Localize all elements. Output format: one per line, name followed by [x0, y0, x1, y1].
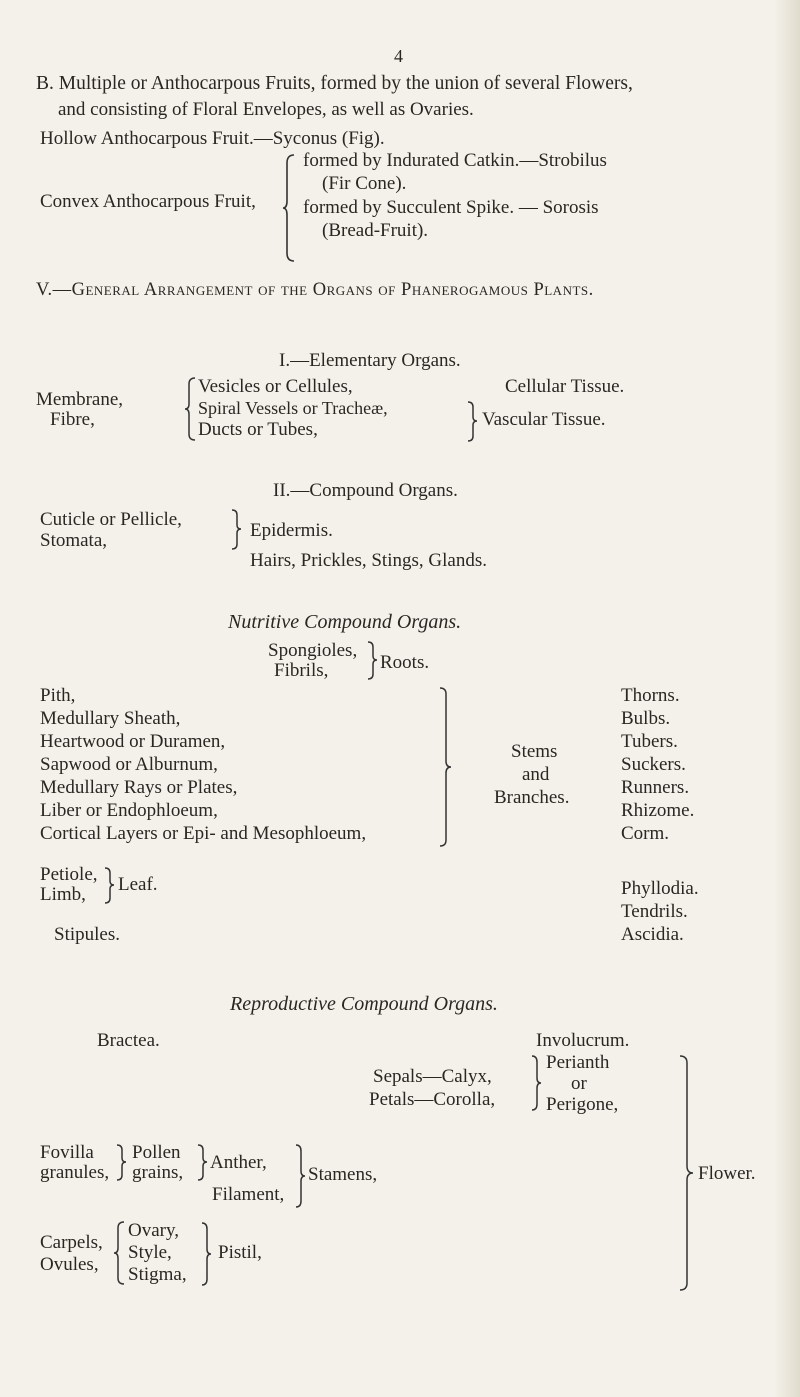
elementary-left-1: Membrane, — [36, 389, 124, 410]
stem-part-5: Medullary Rays or Plates, — [40, 777, 238, 798]
hollow-fruit: Hollow Anthocarpous Fruit.—Syconus (Fig). — [40, 128, 385, 149]
stems-label-1: Stems — [511, 741, 558, 762]
carpels-1: Carpels, — [40, 1232, 103, 1253]
cellular-tissue: Cellular Tissue. — [505, 376, 625, 397]
fovilla-1: Fovilla — [40, 1142, 94, 1163]
compound-heading: II.—Compound Organs. — [273, 480, 458, 501]
anther: Anther, — [210, 1152, 267, 1173]
stamens-brace — [294, 1143, 306, 1209]
stems-label-3: Branches. — [494, 787, 570, 808]
perianth-1: Perianth — [546, 1052, 610, 1073]
page-number: 4 — [394, 46, 403, 66]
pollen-brace — [196, 1143, 208, 1183]
stem-mod-5: Runners. — [621, 777, 690, 798]
sepals: Sepals—Calyx, — [373, 1066, 492, 1087]
leaf-left-2: Limb, — [40, 884, 86, 905]
section-b-line1: B. Multiple or Anthocarpous Fruits, formed by the union of several Flowers, — [36, 73, 633, 94]
elementary-left-2: Fibre, — [50, 409, 95, 430]
roots-brace — [366, 640, 378, 682]
leaf-brace — [103, 866, 115, 906]
stem-part-6: Liber or Endophloeum, — [40, 800, 218, 821]
pollen-2: grains, — [132, 1162, 184, 1183]
roots-left-2: Fibrils, — [274, 660, 329, 681]
elementary-heading: I.—Elementary Organs. — [279, 350, 461, 371]
carpels-brace — [114, 1220, 126, 1286]
epidermis-brace — [230, 508, 242, 552]
stem-mod-6: Rhizome. — [621, 800, 695, 821]
flower: Flower. — [698, 1163, 756, 1184]
leaf-mod-2: Tendrils. — [621, 901, 688, 922]
stem-mod-2: Bulbs. — [621, 708, 671, 729]
convex-item-2: (Fir Cone). — [322, 173, 407, 194]
convex-item-1: formed by Indurated Catkin.—Strobilus — [303, 150, 607, 171]
roots-left-1: Spongioles, — [268, 640, 358, 661]
stem-part-2: Medullary Sheath, — [40, 708, 181, 729]
stems-brace — [438, 686, 452, 848]
fovilla-2: granules, — [40, 1162, 110, 1183]
stem-part-4: Sapwood or Alburnum, — [40, 754, 218, 775]
section-v-title: V.—General Arrangement of the Organs of Phanerogamous Plants. — [36, 280, 594, 300]
stipules: Stipules. — [54, 924, 120, 945]
pistil-brace — [200, 1221, 212, 1287]
perianth-brace — [530, 1054, 542, 1114]
stem-mod-7: Corm. — [621, 823, 670, 844]
vascular-tissue: Vascular Tissue. — [482, 409, 606, 430]
leaf-left-1: Petiole, — [40, 864, 98, 885]
elementary-mid-3: Ducts or Tubes, — [198, 419, 318, 440]
flower-brace — [678, 1054, 694, 1294]
bractea: Bractea. — [97, 1030, 160, 1051]
page-edge-shading — [774, 0, 800, 1397]
stem-mod-1: Thorns. — [621, 685, 680, 706]
roots: Roots. — [380, 652, 430, 673]
compound-left-2: Stomata, — [40, 530, 108, 551]
epidermis: Epidermis. — [250, 520, 333, 541]
stem-part-7: Cortical Layers or Epi- and Mesophloeum, — [40, 823, 367, 844]
compound-left-1: Cuticle or Pellicle, — [40, 509, 182, 530]
hairs-glands: Hairs, Prickles, Stings, Glands. — [250, 550, 487, 571]
pistil: Pistil, — [218, 1242, 262, 1263]
perianth-3: Perigone, — [546, 1094, 619, 1115]
vascular-brace — [466, 400, 478, 444]
elementary-mid-1: Vesicles or Cellules, — [198, 376, 353, 397]
stem-part-1: Pith, — [40, 685, 76, 706]
leaf: Leaf. — [118, 874, 158, 895]
convex-item-4: (Bread-Fruit). — [322, 220, 429, 241]
stigma: Stigma, — [128, 1264, 187, 1285]
pollen-1: Pollen — [132, 1142, 181, 1163]
elementary-brace — [185, 376, 197, 442]
involucrum: Involucrum. — [536, 1030, 630, 1051]
section-b-line2: and consisting of Floral Envelopes, as well as Ovaries. — [58, 99, 474, 120]
fovilla-brace — [115, 1143, 127, 1183]
convex-brace — [282, 153, 296, 263]
reproductive-heading: Reproductive Compound Organs. — [230, 993, 498, 1015]
elementary-mid-2: Spiral Vessels or Tracheæ, — [198, 398, 388, 418]
stem-mod-3: Tubers. — [621, 731, 678, 752]
filament: Filament, — [212, 1184, 285, 1205]
stem-part-3: Heartwood or Duramen, — [40, 731, 226, 752]
carpels-2: Ovules, — [40, 1254, 99, 1275]
convex-fruit-label: Convex Anthocarpous Fruit, — [40, 191, 256, 212]
stamens: Stamens, — [308, 1164, 378, 1185]
stems-label-2: and — [522, 764, 550, 785]
convex-item-3: formed by Succulent Spike. — Sorosis — [303, 197, 599, 218]
ovary: Ovary, — [128, 1220, 179, 1241]
leaf-mod-1: Phyllodia. — [621, 878, 699, 899]
perianth-2: or — [571, 1073, 587, 1094]
style: Style, — [128, 1242, 172, 1263]
leaf-mod-3: Ascidia. — [621, 924, 684, 945]
stem-mod-4: Suckers. — [621, 754, 686, 775]
petals: Petals—Corolla, — [369, 1089, 496, 1110]
nutritive-heading: Nutritive Compound Organs. — [228, 611, 462, 633]
